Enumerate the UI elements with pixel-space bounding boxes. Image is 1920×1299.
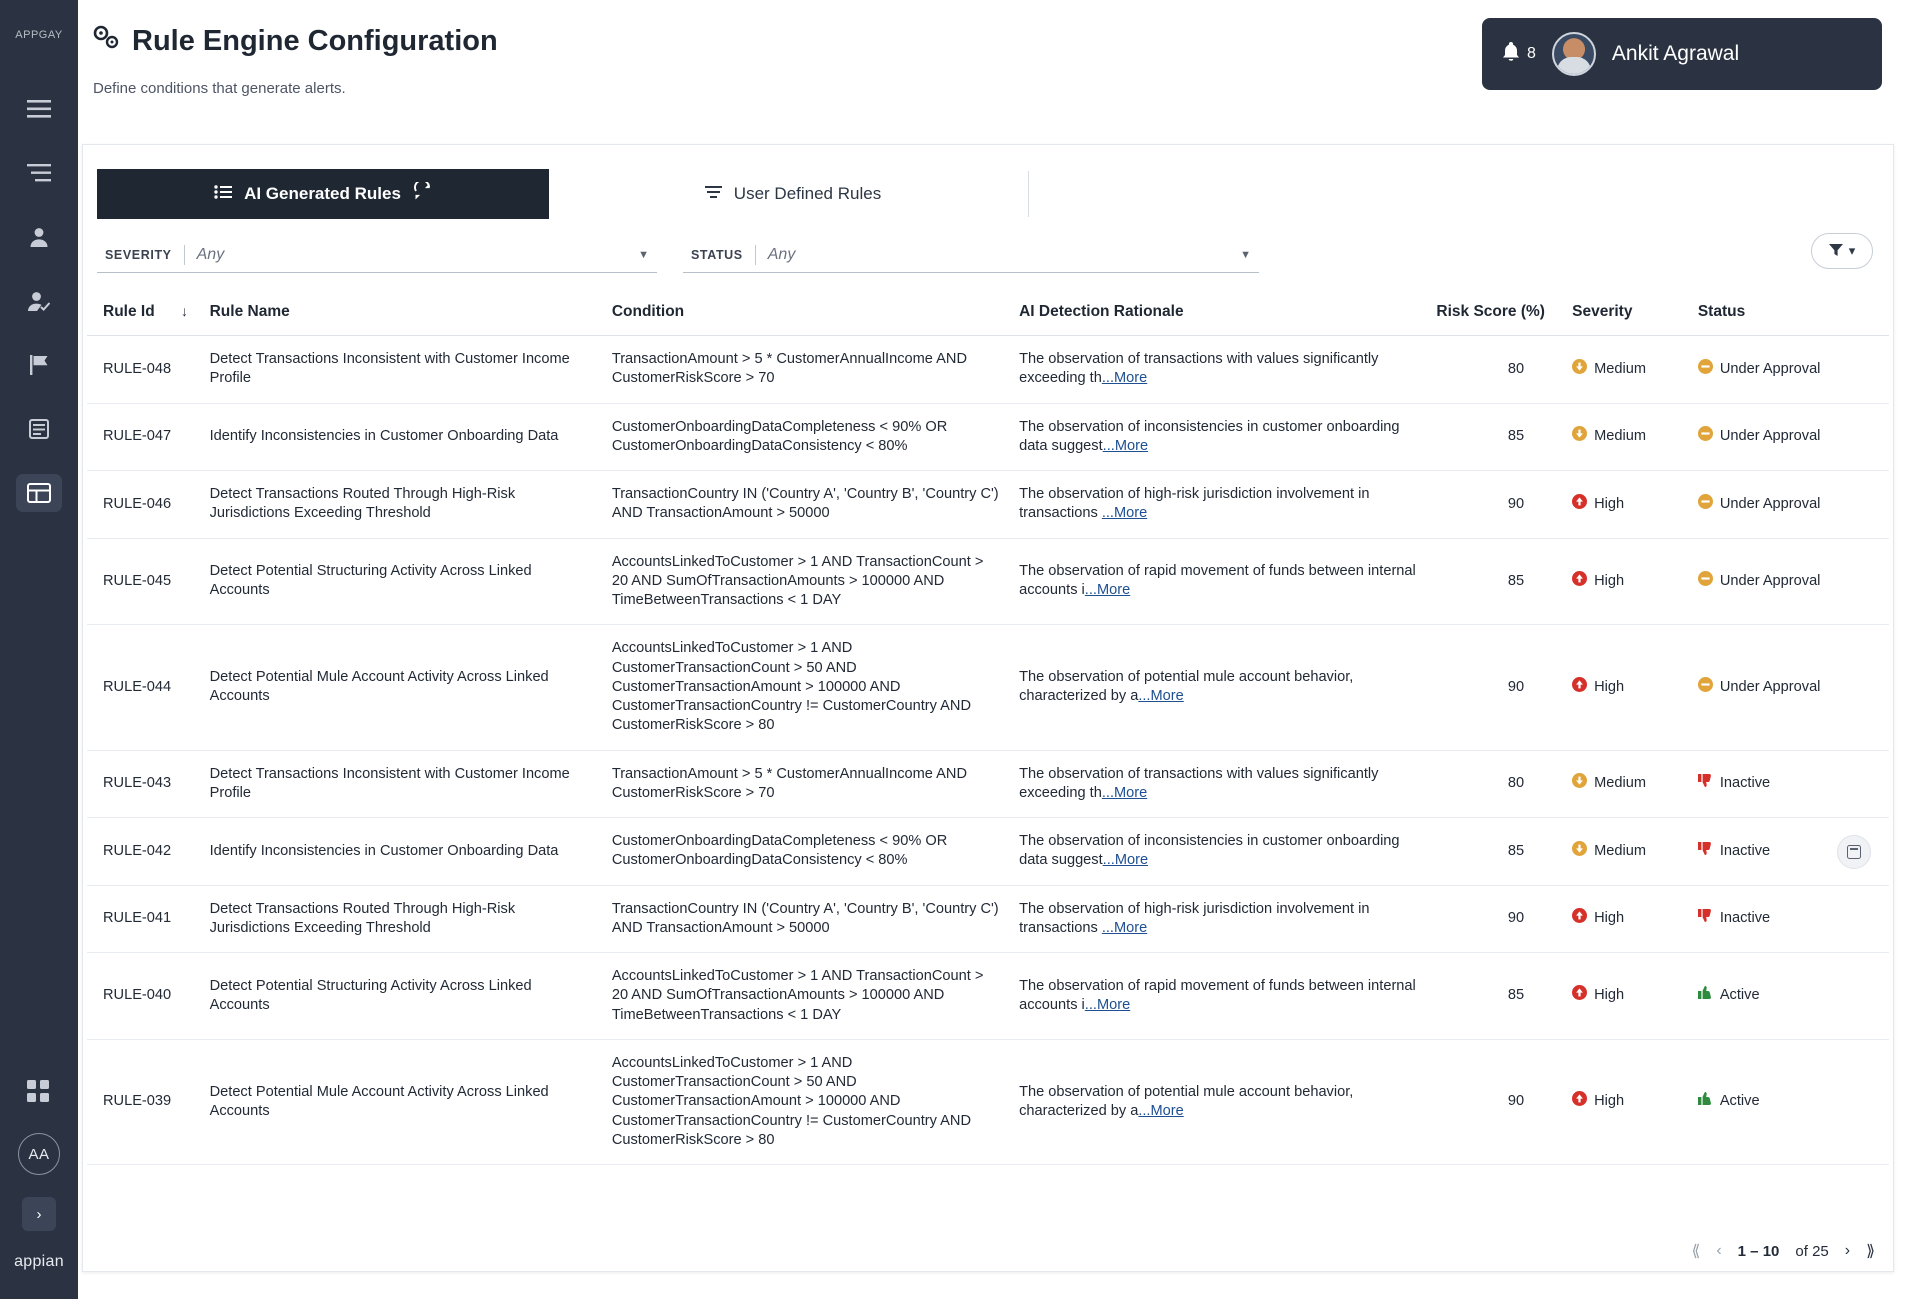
next-page-icon[interactable]: › <box>1844 1242 1851 1259</box>
notification-count: 8 <box>1527 45 1536 62</box>
severity-badge <box>1572 426 1646 447</box>
status-label: Active <box>1719 1093 1760 1110</box>
cell-rule-name: Detect Transactions Inconsistent with Customer Income Profile <box>200 336 602 404</box>
rationale-text: The observation of transactions with values significantly exceeding th <box>1019 765 1379 801</box>
divider <box>755 245 756 265</box>
col-condition[interactable]: Condition <box>602 293 1009 336</box>
table-row[interactable] <box>87 953 1889 1040</box>
severity-label: High <box>1594 678 1625 695</box>
status-label: Under Approval <box>1719 428 1821 445</box>
cell-risk-score: 85 <box>1426 953 1562 1040</box>
col-risk-score[interactable]: Risk Score (%) <box>1426 293 1562 336</box>
app-logo: APPGAY <box>15 29 63 41</box>
cell-severity <box>1562 885 1688 953</box>
cell-condition: CustomerOnboardingDataCompleteness < 90% OR CustomerOnboardingDataConsistency < 80% <box>602 403 1009 471</box>
severity-label: Medium <box>1594 842 1647 859</box>
severity-label: High <box>1594 987 1625 1004</box>
severity-badge <box>1572 908 1624 929</box>
table-row[interactable] <box>87 471 1889 539</box>
circle-down-icon <box>1572 773 1587 794</box>
cell-condition: AccountsLinkedToCustomer > 1 AND CustomerTransactionCount > 50 AND CustomerTransactionAmount > 100000 AND CustomerTransactionCountry != CustomerCountry AND CustomerRiskScore > 80 <box>602 1039 1009 1164</box>
more-link[interactable]: ...More <box>1084 996 1131 1013</box>
severity-label: High <box>1594 572 1625 589</box>
status-label: Inactive <box>1719 842 1771 859</box>
status-filter-value: Any <box>767 245 796 263</box>
chevron-down-icon[interactable]: ▼ <box>1240 248 1251 261</box>
rules-table <box>87 293 1889 1165</box>
cell-rule-id: RULE-042 <box>87 818 200 886</box>
cell-risk-score: 80 <box>1426 336 1562 404</box>
severity-label: Medium <box>1594 360 1647 377</box>
cell-rule-name: Identify Inconsistencies in Customer Onboarding Data <box>200 818 602 886</box>
cell-rule-name: Detect Transactions Routed Through High-Risk Jurisdictions Exceeding Threshold <box>200 471 602 539</box>
cell-rationale <box>1009 885 1426 953</box>
pagination <box>1691 1241 1875 1261</box>
status-badge <box>1698 908 1770 929</box>
circle-up-icon <box>1572 1091 1587 1112</box>
cell-severity <box>1562 336 1688 404</box>
tab-user-defined-rules-label: User Defined Rules <box>733 184 882 203</box>
severity-filter[interactable] <box>97 237 657 273</box>
tab-user-defined-rules[interactable] <box>643 169 943 219</box>
severity-badge <box>1572 359 1646 380</box>
status-label: Under Approval <box>1719 572 1821 589</box>
circle-up-icon <box>1572 908 1587 929</box>
cell-status <box>1688 403 1889 471</box>
page-title-text: Rule Engine Configuration <box>132 24 498 57</box>
rationale-text: The observation of rapid movement of funds between internal accounts i <box>1019 977 1416 1013</box>
cell-condition: AccountsLinkedToCustomer > 1 AND TransactionCount > 20 AND SumOfTransactionAmounts > 100000 AND TimeBetweenTransactions < 1 DAY <box>602 538 1009 625</box>
cell-rule-id: RULE-041 <box>87 885 200 953</box>
page-subtitle: Define conditions that generate alerts. <box>93 80 346 97</box>
circle-down-icon <box>1572 359 1587 380</box>
cell-risk-score: 85 <box>1426 403 1562 471</box>
cell-condition: TransactionAmount > 5 * CustomerAnnualIncome AND CustomerRiskScore > 70 <box>602 336 1009 404</box>
funnel-icon <box>1829 243 1843 260</box>
thumbs-down-icon <box>1698 908 1713 929</box>
table-header-row <box>87 293 1889 336</box>
user-name: Ankit Agrawal <box>1611 42 1740 65</box>
cell-severity <box>1562 471 1688 539</box>
severity-badge <box>1572 677 1624 698</box>
rationale-text: The observation of high-risk jurisdiction involvement in transactions <box>1019 900 1370 936</box>
status-label: Inactive <box>1719 910 1771 927</box>
more-link[interactable]: ...More <box>1102 852 1149 869</box>
cell-rationale <box>1009 750 1426 818</box>
book-icon[interactable] <box>16 410 62 448</box>
cell-status <box>1688 953 1889 1040</box>
cell-rationale <box>1009 1039 1426 1164</box>
cell-rule-id: RULE-044 <box>87 625 200 750</box>
table-row[interactable] <box>87 818 1889 886</box>
more-link[interactable]: ...More <box>1084 582 1131 599</box>
cell-rationale <box>1009 403 1426 471</box>
circle-minus-icon <box>1698 571 1713 592</box>
cell-rule-id: RULE-048 <box>87 336 200 404</box>
sort-down-arrow-icon[interactable]: ↓ <box>180 303 188 319</box>
cell-rationale <box>1009 953 1426 1040</box>
divider <box>184 245 185 265</box>
rationale-text: The observation of rapid movement of funds between internal accounts i <box>1019 563 1416 599</box>
sidebar-item-rule-engine[interactable] <box>16 474 62 512</box>
left-nav-rail <box>0 0 78 1299</box>
prev-page-icon[interactable]: ‹ <box>1716 1242 1722 1259</box>
cell-rule-id: RULE-043 <box>87 750 200 818</box>
rail-bottom-group <box>0 1073 78 1271</box>
cell-severity <box>1562 625 1688 750</box>
chevron-right-icon[interactable]: › <box>22 1197 56 1231</box>
circle-minus-icon <box>1698 494 1713 515</box>
severity-label: High <box>1594 910 1625 927</box>
page-header <box>78 0 1920 110</box>
col-rule-id[interactable] <box>87 293 200 336</box>
flag-icon[interactable] <box>16 346 62 384</box>
cell-condition: TransactionAmount > 5 * CustomerAnnualIncome AND CustomerRiskScore > 70 <box>602 750 1009 818</box>
cell-risk-score: 85 <box>1426 818 1562 886</box>
cell-risk-score: 90 <box>1426 625 1562 750</box>
circle-minus-icon <box>1698 359 1713 380</box>
page-title <box>92 24 498 58</box>
cell-risk-score: 90 <box>1426 1039 1562 1164</box>
gears-icon <box>92 24 120 58</box>
severity-filter-value: Any <box>196 245 225 263</box>
cell-rule-name: Detect Transactions Routed Through High-Risk Jurisdictions Exceeding Threshold <box>200 885 602 953</box>
col-status[interactable]: Status <box>1688 293 1889 336</box>
severity-label: Medium <box>1594 428 1647 445</box>
rules-table-body <box>87 336 1889 1165</box>
cell-status <box>1688 471 1889 539</box>
col-rule-id-label: Rule Id <box>103 303 155 320</box>
more-link[interactable]: ...More <box>1102 437 1149 454</box>
cell-rule-id: RULE-040 <box>87 953 200 1040</box>
cell-severity <box>1562 1039 1688 1164</box>
cell-status <box>1688 1039 1889 1164</box>
cell-condition: CustomerOnboardingDataCompleteness < 90% OR CustomerOnboardingDataConsistency < 80% <box>602 818 1009 886</box>
tab-ai-generated-rules[interactable] <box>97 169 549 219</box>
thumbs-up-icon <box>1698 1091 1713 1112</box>
circle-up-icon <box>1572 677 1587 698</box>
cell-rule-name: Detect Potential Mule Account Activity Across Linked Accounts <box>200 1039 602 1164</box>
more-link[interactable]: ...More <box>1101 919 1148 936</box>
filter-lines-icon <box>705 184 722 204</box>
scroll-helper-button[interactable] <box>1837 835 1871 869</box>
user-check-icon[interactable] <box>16 282 62 320</box>
menu-icon[interactable] <box>16 90 62 128</box>
cell-rule-id: RULE-045 <box>87 538 200 625</box>
more-link[interactable]: ...More <box>1101 505 1148 522</box>
page-total: of 25 <box>1795 1242 1829 1260</box>
cell-rule-name: Identify Inconsistencies in Customer Onboarding Data <box>200 403 602 471</box>
cell-rule-id: RULE-046 <box>87 471 200 539</box>
chevron-down-icon[interactable]: ▼ <box>638 248 649 261</box>
thumbs-up-icon <box>1698 985 1713 1006</box>
more-link[interactable]: ...More <box>1101 370 1148 387</box>
bell-icon <box>1502 42 1520 67</box>
circle-up-icon <box>1572 571 1587 592</box>
col-ai-detection-rationale[interactable]: AI Detection Rationale <box>1009 293 1426 336</box>
more-link[interactable]: ...More <box>1101 784 1148 801</box>
status-label: Active <box>1719 987 1760 1004</box>
table-row[interactable] <box>87 750 1889 818</box>
cell-rule-name: Detect Transactions Inconsistent with Customer Income Profile <box>200 750 602 818</box>
user-card[interactable] <box>1482 18 1882 90</box>
rail-avatar[interactable]: AA <box>18 1133 60 1175</box>
status-badge <box>1698 841 1770 862</box>
cell-condition: TransactionCountry IN ('Country A', 'Country B', 'Country C') AND TransactionAmount > 50000 <box>602 471 1009 539</box>
circle-down-icon <box>1572 426 1587 447</box>
status-filter[interactable] <box>683 237 1259 273</box>
rail-icon-list <box>0 90 78 512</box>
cell-rule-id: RULE-039 <box>87 1039 200 1164</box>
notifications[interactable] <box>1502 42 1536 67</box>
severity-label: High <box>1594 495 1625 512</box>
table-row[interactable] <box>87 625 1889 750</box>
table-row[interactable] <box>87 336 1889 404</box>
cell-rule-name: Detect Potential Mule Account Activity Across Linked Accounts <box>200 625 602 750</box>
circle-up-icon <box>1572 985 1587 1006</box>
content-card <box>82 144 1894 1272</box>
cell-status <box>1688 336 1889 404</box>
cell-status <box>1688 885 1889 953</box>
rationale-text: The observation of transactions with values significantly exceeding th <box>1019 351 1379 387</box>
table-row[interactable] <box>87 538 1889 625</box>
rationale-text: The observation of potential mule account behavior, characterized by a <box>1019 669 1354 705</box>
status-label: Under Approval <box>1719 360 1821 377</box>
cell-risk-score: 90 <box>1426 885 1562 953</box>
cell-rule-name: Detect Potential Structuring Activity Across Linked Accounts <box>200 538 602 625</box>
col-severity[interactable]: Severity <box>1562 293 1688 336</box>
col-rule-name[interactable]: Rule Name <box>200 293 602 336</box>
thumbs-down-icon <box>1698 841 1713 862</box>
cell-risk-score: 90 <box>1426 471 1562 539</box>
table-row[interactable] <box>87 403 1889 471</box>
last-page-icon[interactable]: ⟫ <box>1866 1243 1875 1260</box>
rationale-text: The observation of potential mule account behavior, characterized by a <box>1019 1083 1354 1119</box>
list-icon <box>214 184 232 204</box>
thumbs-down-icon <box>1698 773 1713 794</box>
page-range: 1 – 10 <box>1737 1242 1780 1260</box>
cell-status <box>1688 538 1889 625</box>
cell-risk-score: 80 <box>1426 750 1562 818</box>
cell-rationale <box>1009 818 1426 886</box>
status-label: Inactive <box>1719 775 1771 792</box>
cell-condition: AccountsLinkedToCustomer > 1 AND TransactionCount > 20 AND SumOfTransactionAmounts > 100000 AND TimeBetweenTransactions < 1 DAY <box>602 953 1009 1040</box>
cell-severity <box>1562 403 1688 471</box>
status-badge <box>1698 571 1821 592</box>
status-badge <box>1698 773 1770 794</box>
table-row[interactable] <box>87 1039 1889 1164</box>
rationale-text: The observation of inconsistencies in customer onboarding data suggest <box>1019 418 1400 454</box>
cell-status <box>1688 625 1889 750</box>
severity-badge <box>1572 841 1646 862</box>
more-link[interactable]: ...More <box>1138 1102 1184 1119</box>
refresh-icon[interactable] <box>413 182 432 206</box>
cell-condition: AccountsLinkedToCustomer > 1 AND CustomerTransactionCount > 50 AND CustomerTransactionAmount > 100000 AND CustomerTransactionCountry != CustomerCountry AND CustomerRiskScore > 80 <box>602 625 1009 750</box>
circle-up-icon <box>1572 494 1587 515</box>
cell-risk-score: 85 <box>1426 538 1562 625</box>
severity-filter-label: SEVERITY <box>105 247 172 262</box>
cell-severity <box>1562 953 1688 1040</box>
status-badge <box>1698 1091 1760 1112</box>
more-link[interactable]: ...More <box>1138 688 1184 705</box>
status-badge <box>1698 677 1821 698</box>
cell-severity <box>1562 818 1688 886</box>
tab-bar <box>83 169 1893 227</box>
cell-rationale <box>1009 336 1426 404</box>
filter-button[interactable] <box>1811 233 1873 269</box>
cell-rationale <box>1009 625 1426 750</box>
table-row[interactable] <box>87 885 1889 953</box>
cell-severity <box>1562 538 1688 625</box>
first-page-icon[interactable]: ⟪ <box>1691 1243 1701 1260</box>
cell-status <box>1688 750 1889 818</box>
rationale-text: The observation of high-risk jurisdiction involvement in transactions <box>1019 486 1370 522</box>
severity-badge <box>1572 571 1624 592</box>
apps-grid-icon[interactable] <box>16 1073 62 1111</box>
severity-label: Medium <box>1594 775 1647 792</box>
brand-label: appian <box>14 1253 64 1270</box>
severity-badge <box>1572 494 1624 515</box>
cell-rule-name: Detect Potential Structuring Activity Across Linked Accounts <box>200 953 602 1040</box>
severity-badge <box>1572 773 1646 794</box>
cell-severity <box>1562 750 1688 818</box>
chevron-down-icon: ▾ <box>1848 243 1856 258</box>
list-icon[interactable] <box>16 154 62 192</box>
status-label: Under Approval <box>1719 495 1821 512</box>
cell-condition: TransactionCountry IN ('Country A', 'Country B', 'Country C') AND TransactionAmount > 50000 <box>602 885 1009 953</box>
circle-minus-icon <box>1698 426 1713 447</box>
status-badge <box>1698 985 1760 1006</box>
severity-badge <box>1572 1091 1624 1112</box>
person-icon[interactable] <box>16 218 62 256</box>
circle-minus-icon <box>1698 677 1713 698</box>
status-badge <box>1698 494 1821 515</box>
tab-divider <box>1028 171 1029 217</box>
severity-badge <box>1572 985 1624 1006</box>
tab-ai-generated-rules-label: AI Generated Rules <box>244 184 401 203</box>
status-badge <box>1698 359 1821 380</box>
status-label: Under Approval <box>1719 678 1821 695</box>
filter-bar <box>83 237 1893 293</box>
avatar <box>1552 32 1596 76</box>
cell-rationale <box>1009 538 1426 625</box>
status-badge <box>1698 426 1821 447</box>
circle-down-icon <box>1572 841 1587 862</box>
severity-label: High <box>1594 1093 1625 1110</box>
cell-rule-id: RULE-047 <box>87 403 200 471</box>
status-filter-label: STATUS <box>691 247 743 262</box>
rules-table-wrap <box>83 293 1893 1165</box>
rationale-text: The observation of inconsistencies in customer onboarding data suggest <box>1019 833 1400 869</box>
cell-rationale <box>1009 471 1426 539</box>
